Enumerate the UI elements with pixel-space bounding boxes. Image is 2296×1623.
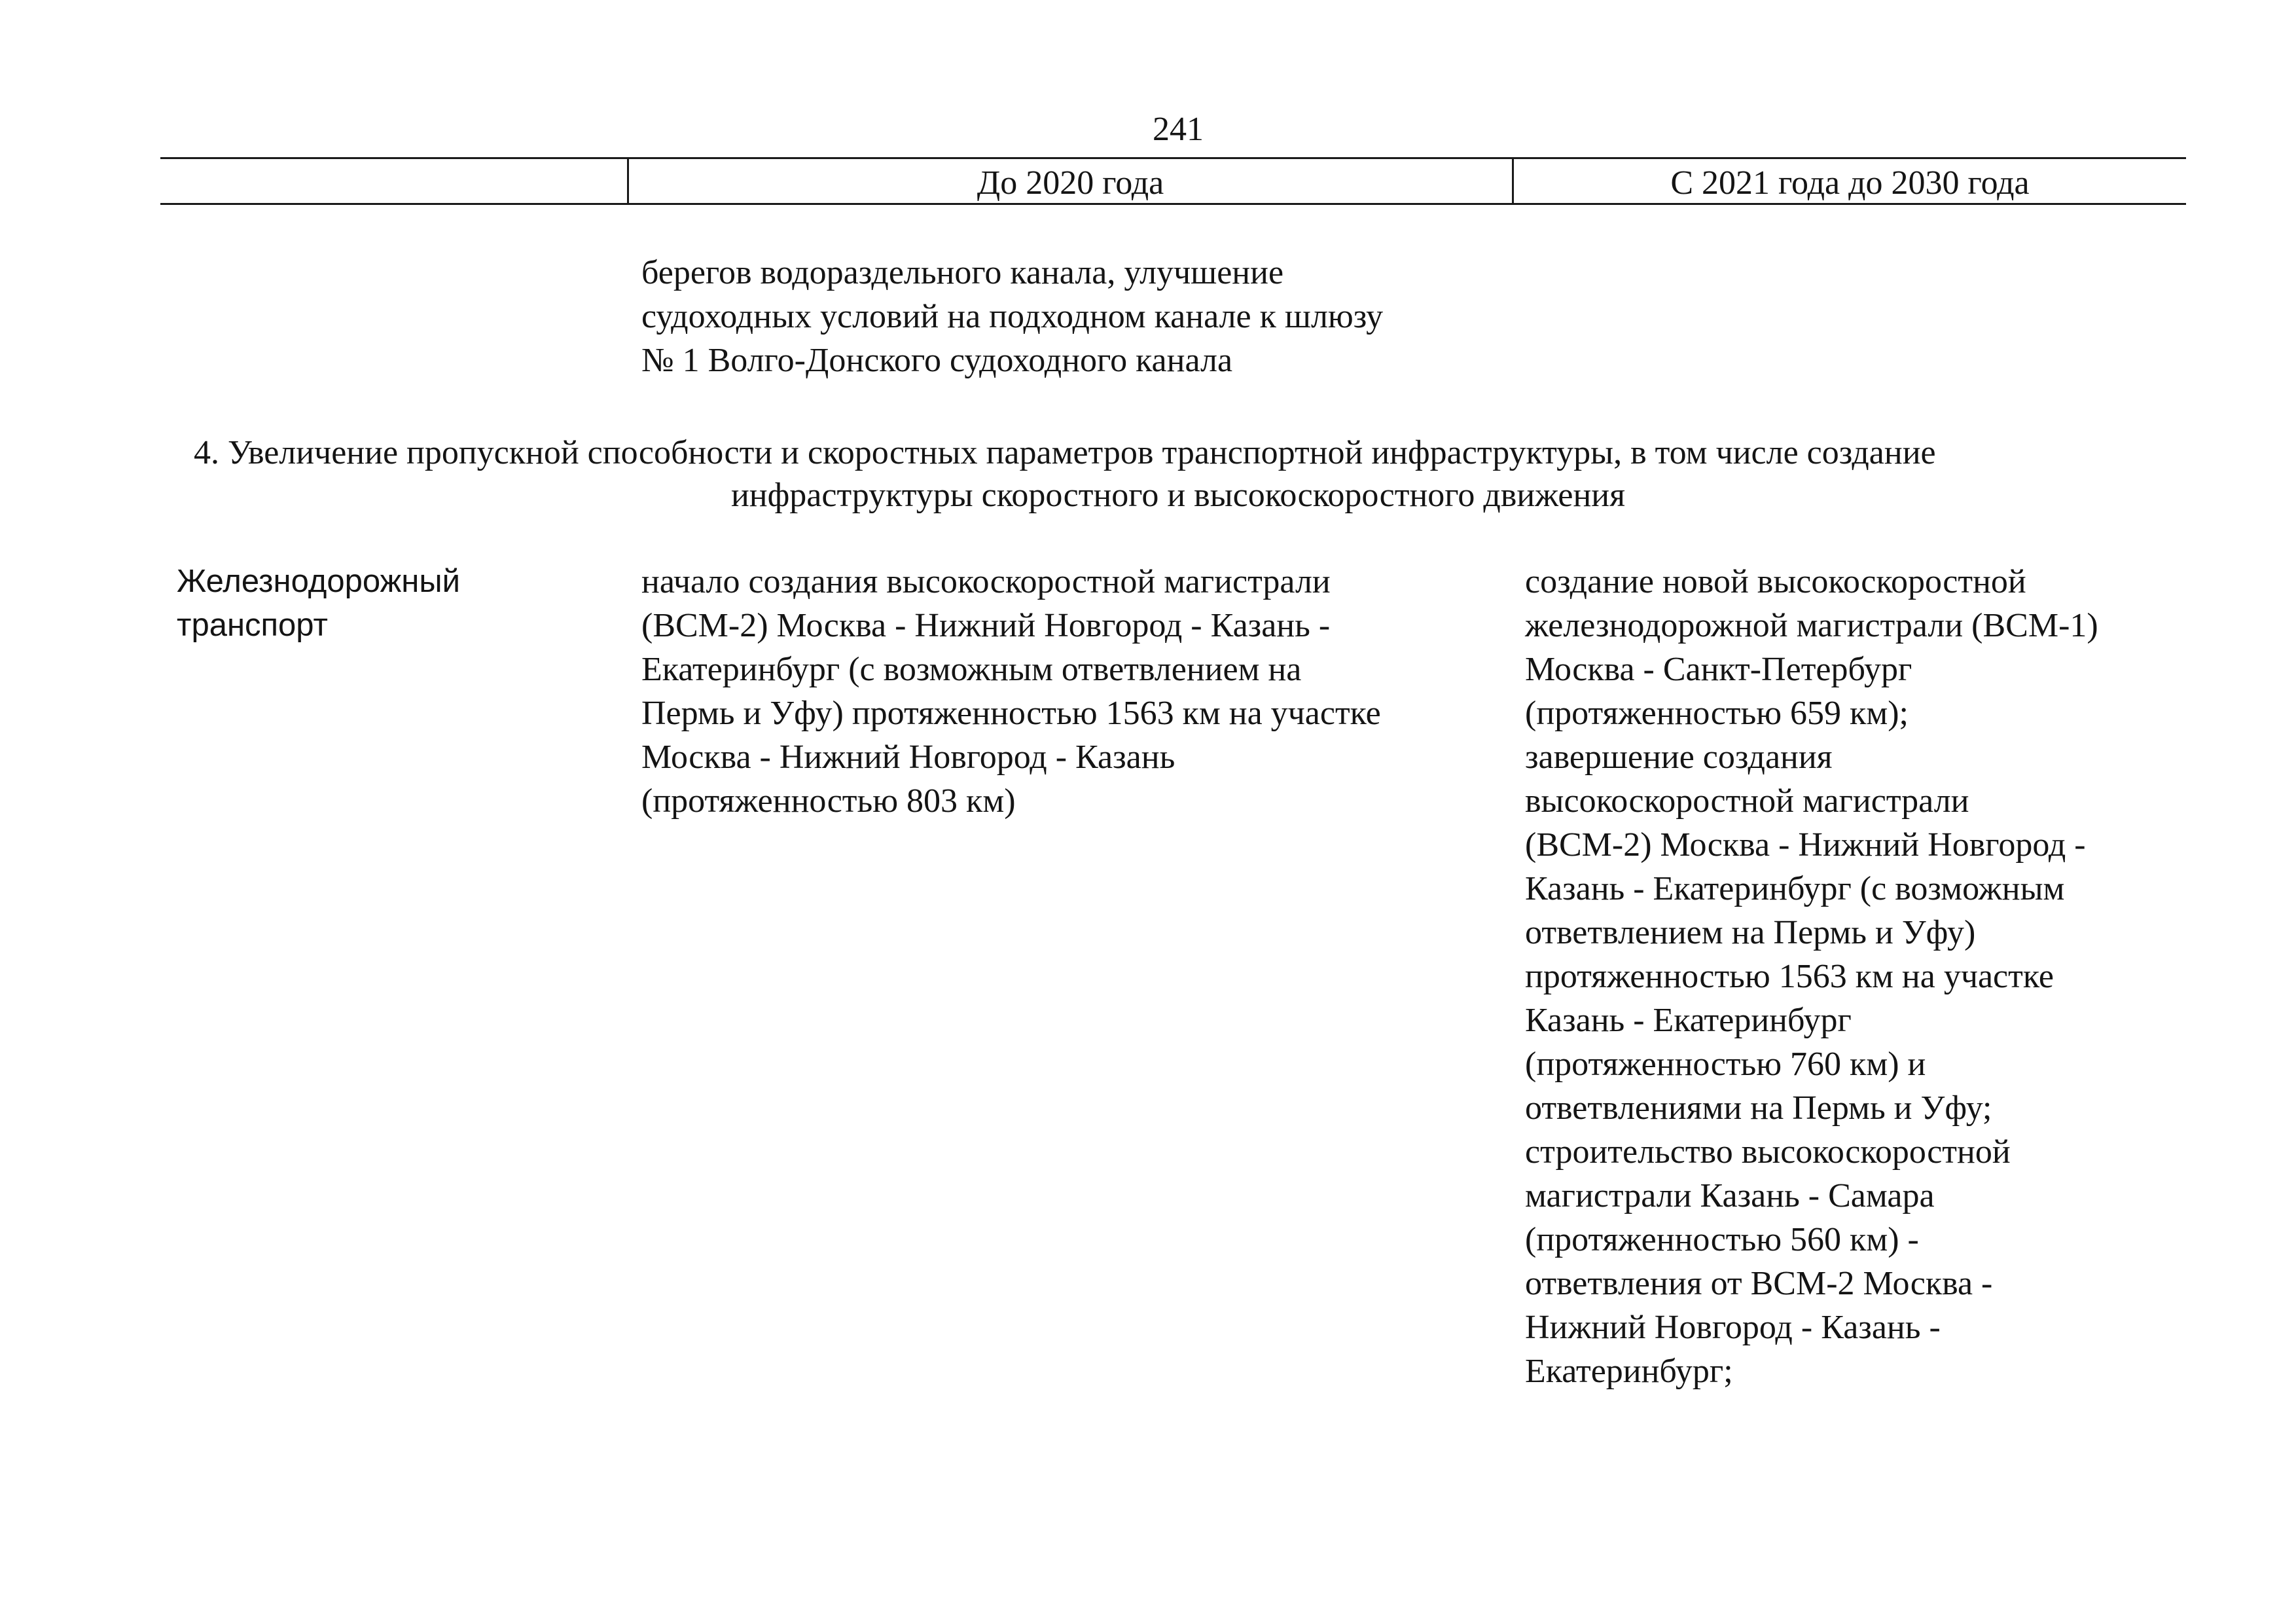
cell-line: создание новой высокоскоростной [1525,563,2026,600]
page-number: 241 [1153,111,1204,148]
cell-line: (протяженностью 560 км) - [1525,1221,1919,1258]
cell-line: протяженностью 1563 км на участке [1525,958,2054,995]
cell-line: ответвлением на Пермь и Уфу) [1525,914,1976,951]
cell-line: (ВСМ-2) Москва - Нижний Новгород - [1525,826,2086,864]
until-2020-cell [641,560,1381,823]
header-bottom-rule [160,203,2186,205]
cell-line: магистрали Казань - Самара [1525,1177,1935,1214]
continuation-line: № 1 Волго-Донского судоходного канала [641,342,1233,379]
cell-line: Москва - Нижний Новгород - Казань [641,739,1175,776]
cell-line: Екатеринбург (с возможным ответвлением на [641,651,1302,688]
header-top-rule [160,157,2186,159]
transport-mode-line: транспорт [177,608,328,643]
cell-line: (протяженностью 803 км) [641,782,1016,820]
continuation-line: берегов водораздельного канала, улучшение [641,254,1284,291]
cell-line: начало создания высокоскоростной магистрали [641,563,1331,600]
transport-mode-line: Железнодорожный [177,564,460,599]
cell-line: Казань - Екатеринбург (с возможным [1525,870,2065,907]
transport-mode-label [177,560,460,647]
section-heading-line-1: 4. Увеличение пропускной способности и скоростных параметров транспортной инфраструктуры, в том числе создание [194,434,1936,471]
cell-line: Казань - Екатеринбург [1525,1002,1852,1039]
cell-line: (протяженностью 760 км) и [1525,1046,1926,1083]
column-header-until-2020: До 2020 года [977,164,1164,202]
cell-line: высокоскоростной магистрали [1525,782,1969,820]
cell-line: ответвлениями на Пермь и Уфу; [1525,1089,1992,1127]
cell-line: завершение создания [1525,739,1833,776]
continuation-line: судоходных условий на подходном канале к шлюзу [641,298,1384,335]
from-2021-to-2030-cell [1525,560,2098,1393]
cell-line: Москва - Санкт-Петербург [1525,651,1912,688]
cell-line: Пермь и Уфу) протяженностью 1563 км на участке [641,695,1381,732]
cell-line: ответвления от ВСМ-2 Москва - [1525,1265,1993,1302]
section-heading-line-2: инфраструктуры скоростного и высокоскоростного движения [730,477,1626,514]
cell-line: Нижний Новгород - Казань - [1525,1309,1941,1346]
cell-line: (протяженностью 659 км); [1525,695,1909,732]
cell-line: железнодорожной магистрали (ВСМ-1) [1525,607,2098,644]
continuation-text [641,251,1383,382]
cell-line: строительство высокоскоростной [1525,1133,2011,1171]
column-header-2021-2030: С 2021 года до 2030 года [1670,164,2030,202]
cell-line: Екатеринбург; [1525,1353,1733,1390]
cell-line: (ВСМ-2) Москва - Нижний Новгород - Казань - [641,607,1331,644]
